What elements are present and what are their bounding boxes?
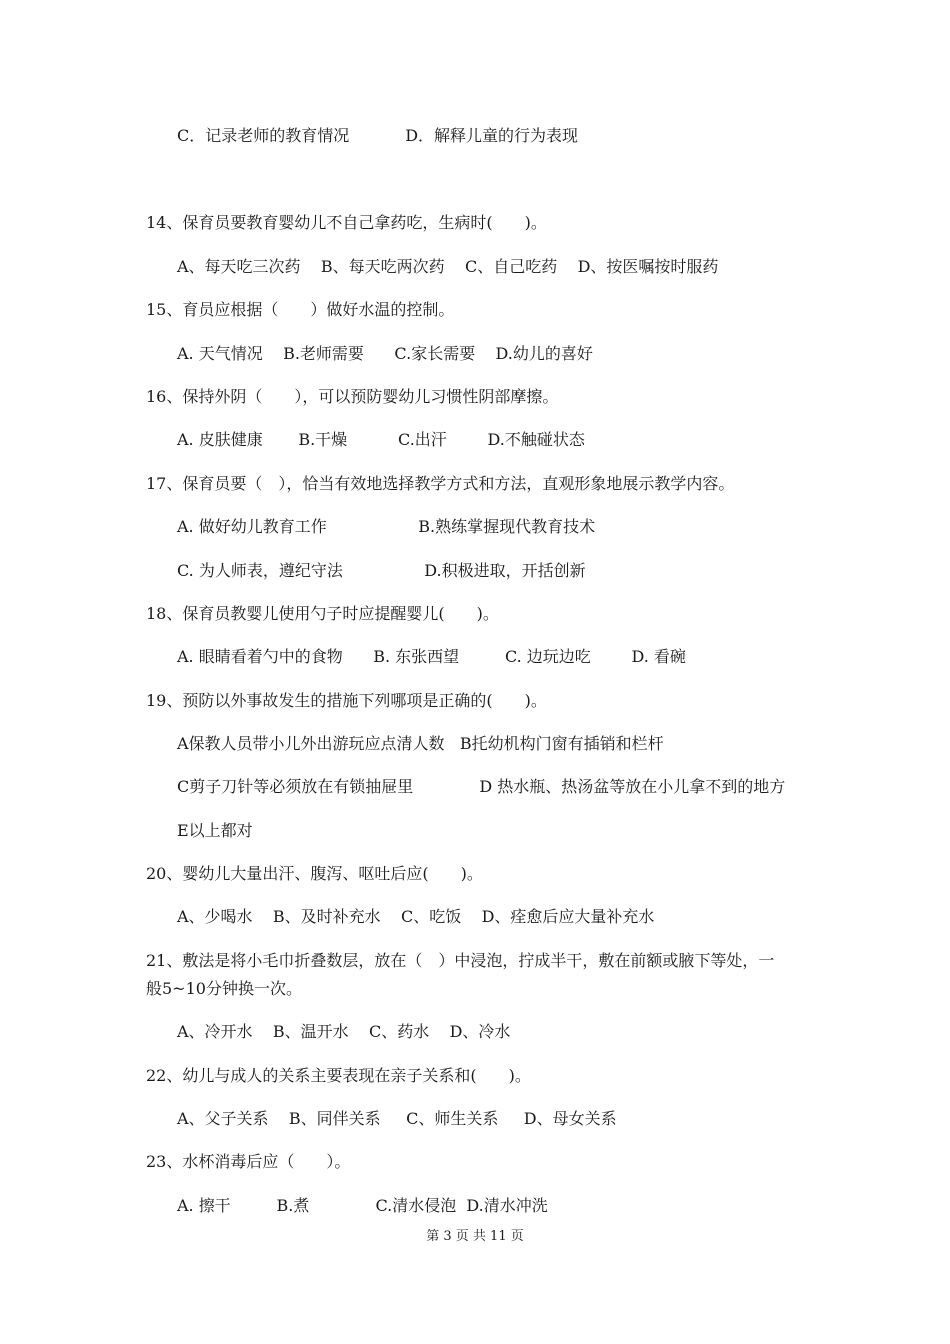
question-22-options: A、父子关系 B、同伴关系 C、师生关系 D、母女关系 [177,1109,617,1128]
question-19-options-cd: C剪子刀针等必须放在有锁抽屉里 D 热水瓶、热汤盆等放在小儿拿不到的地方 [177,777,786,796]
question-19-options-ab: A保教人员带小儿外出游玩应点清人数 B托幼机构门窗有插销和栏杆 [177,734,664,753]
question-17-options-ab: A. 做好幼儿教育工作 B.熟练掌握现代教育技术 [177,517,596,536]
question-14-stem: 14、保育员要教育婴幼儿不自己拿药吃，生病时( )。 [146,213,547,232]
question-16-options: A. 皮肤健康 B.干燥 C.出汗 D.不触碰状态 [177,430,585,449]
question-21-stem: 21、敷法是将小毛巾折叠数层，放在（ ）中浸泡，拧成半干，敷在前额或腋下等处，一 [146,951,775,970]
question-15-options: A. 天气情况 B.老师需要 C.家长需要 D.幼儿的喜好 [177,344,593,363]
question-15-stem: 15、育员应根据（ ）做好水温的控制。 [146,300,455,319]
question-17-options-cd: C. 为人师表，遵纪守法 D.积极进取，开括创新 [177,561,586,580]
question-20-options: A、少喝水 B、及时补充水 C、吃饭 D、痊愈后应大量补充水 [177,907,655,926]
question-19-stem: 19、预防以外事故发生的措施下列哪项是正确的( )。 [146,691,547,710]
page-footer: 第 3 页 共 11 页 [426,1229,524,1244]
question-19-options-e: E以上都对 [177,821,253,840]
question-18-options: A. 眼睛看着勺中的食物 B. 东张西望 C. 边玩边吃 D. 看碗 [177,647,686,666]
question-17-stem: 17、保育员要（ ），恰当有效地选择教学方式和方法，直观形象地展示教学内容。 [146,474,735,493]
question-21-stem-continued: 般5~10分钟换一次。 [146,979,302,998]
question-14-options: A、每天吃三次药 B、每天吃两次药 C、自己吃药 D、按医嘱按时服药 [177,257,719,276]
question-22-stem: 22、幼儿与成人的关系主要表现在亲子关系和( )。 [146,1066,531,1085]
question-20-stem: 20、婴幼儿大量出汗、腹泻、呕吐后应( )。 [146,864,483,883]
question-18-stem: 18、保育员教婴儿使用勺子时应提醒婴儿( )。 [146,604,499,623]
question-23-options: A. 擦干 B.煮 C.清水侵泡 D.清水冲洗 [177,1196,548,1215]
question-21-options: A、冷开水 B、温开水 C、药水 D、冷水 [177,1022,511,1041]
prev-question-options: C．记录老师的教育情况 D．解释儿童的行为表现 [177,126,579,145]
question-23-stem: 23、水杯消毒后应（ ）。 [146,1152,351,1171]
question-16-stem: 16、保持外阴（ ），可以预防婴幼儿习惯性阴部摩擦。 [146,387,559,406]
